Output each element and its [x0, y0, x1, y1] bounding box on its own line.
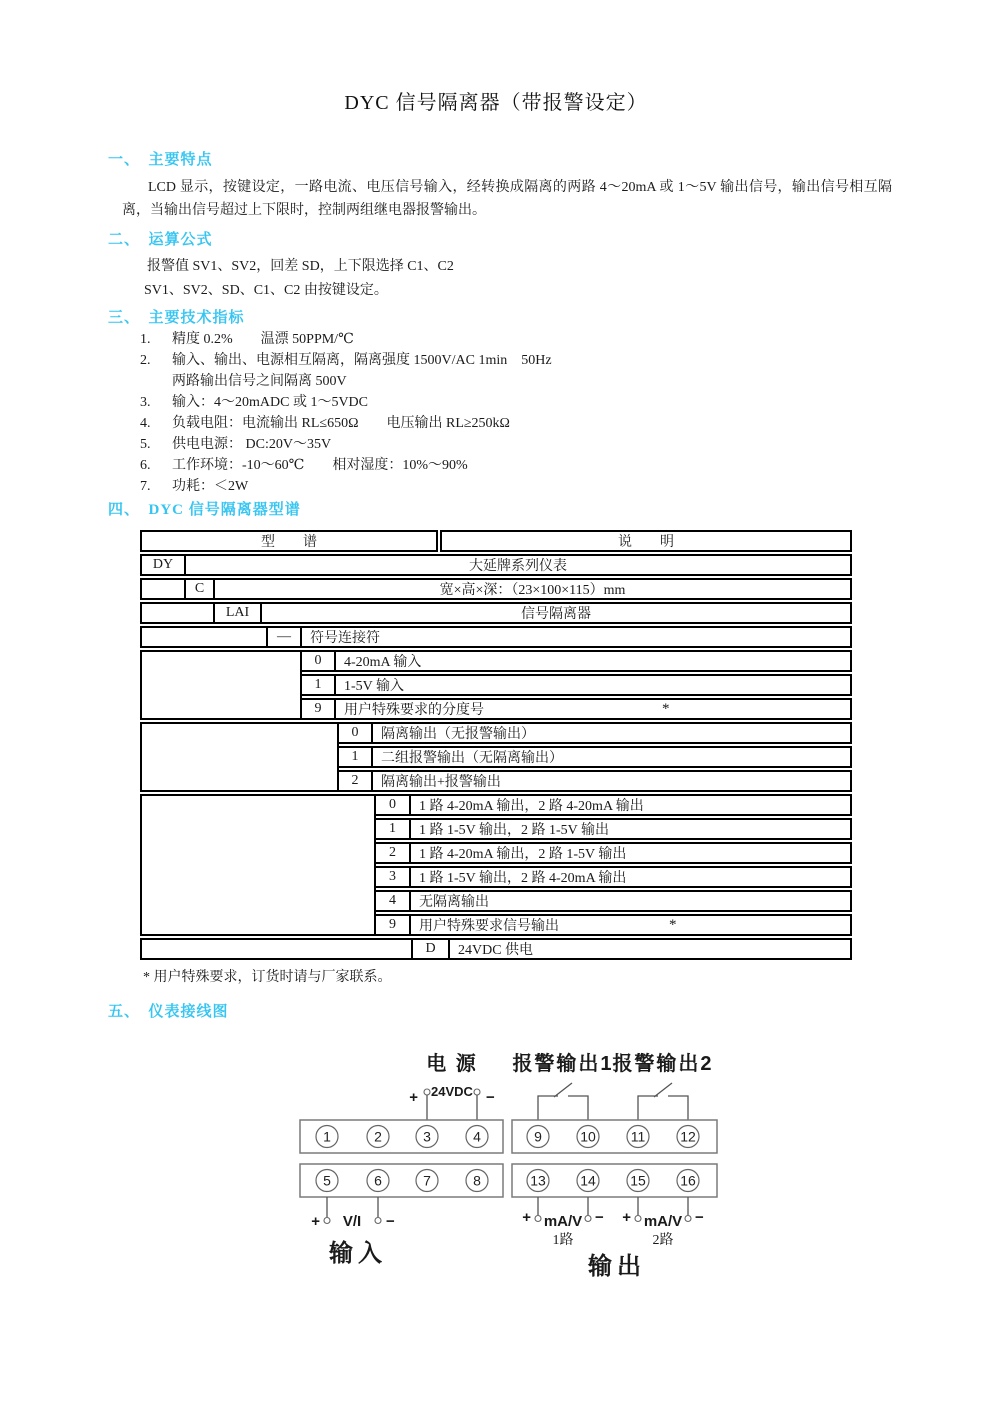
model-desc-cell: 无隔离输出 — [409, 890, 852, 912]
terminal-3 — [416, 1126, 438, 1148]
special-request-star: * — [662, 701, 670, 717]
alarm-output-1-label: 报警输出1 — [512, 1053, 614, 1075]
input-plus-dot — [324, 1218, 330, 1224]
model-code-cell: 4 — [374, 890, 411, 912]
input-label: 输入 — [329, 1240, 387, 1267]
svg-text:5: 5 — [323, 1172, 331, 1189]
spec-item: 两路输出信号之间隔离 500V — [172, 374, 347, 389]
terminal-16 — [677, 1170, 699, 1192]
terminal-4 — [466, 1126, 488, 1148]
svg-text:6: 6 — [374, 1172, 382, 1189]
model-desc-cell: 24VDC 供电 — [448, 938, 852, 960]
svg-text:3: 3 — [423, 1128, 431, 1145]
model-desc-cell: 用户特殊要求的分度号 * — [334, 698, 852, 720]
svg-text:13: 13 — [530, 1172, 546, 1189]
model-code-cell: 1 — [300, 674, 336, 696]
input-plus-sign: + — [311, 1213, 320, 1230]
model-desc-cell: 隔离输出（无报警输出） — [371, 722, 852, 744]
power-minus-sign: − — [486, 1089, 495, 1106]
alarm-output-2-label: 报警输出2 — [612, 1053, 714, 1075]
page-title: DYC 信号隔离器（带报警设定） — [344, 92, 648, 114]
model-desc-cell: 用户特殊要求信号输出 * — [409, 914, 852, 936]
model-code-cell: DY — [140, 554, 186, 576]
power-minus-terminal-dot — [474, 1089, 480, 1095]
model-code-cell: 9 — [300, 698, 336, 720]
terminal-5 — [316, 1170, 338, 1192]
spec-item: 6. 工作环境：-10～60℃ 相对湿度：10%～90% — [140, 458, 468, 473]
terminal-6 — [367, 1170, 389, 1192]
terminal-9 — [527, 1126, 549, 1148]
model-desc-cell: 1 路 4-20mA 输出，2 路 1-5V 输出 — [409, 842, 852, 864]
model-desc-cell: 1 路 1-5V 输出，2 路 4-20mA 输出 — [409, 866, 852, 888]
svg-text:12: 12 — [680, 1128, 696, 1145]
power-label: 电 源 — [426, 1053, 478, 1075]
power-plus-terminal-dot — [424, 1089, 430, 1095]
model-desc-cell: 隔离输出+报警输出 — [371, 770, 852, 792]
spec-item: 4. 负载电阻：电流输出 RL≤650Ω 电压输出 RL≥250kΩ — [140, 416, 510, 431]
model-code-cell: 9 — [374, 914, 411, 936]
spacer-cell — [140, 938, 413, 960]
section-heading-formula: 二、 运算公式 — [108, 232, 213, 248]
spec-list — [140, 329, 552, 497]
model-code-cell: — — [266, 626, 302, 648]
output-route-1-label: 1路 — [552, 1233, 574, 1248]
terminal-2 — [367, 1126, 389, 1148]
model-code-cell: 1 — [374, 818, 411, 840]
table-header-model: 型 谱 — [140, 530, 438, 552]
output-2-minus-sign: − — [695, 1209, 704, 1226]
model-code-cell: 2 — [374, 842, 411, 864]
svg-text:11: 11 — [630, 1128, 646, 1145]
spacer-cell — [140, 650, 302, 720]
svg-text:7: 7 — [423, 1172, 431, 1189]
terminal-12 — [677, 1126, 699, 1148]
model-desc-cell: 1 路 1-5V 输出，2 路 1-5V 输出 — [409, 818, 852, 840]
spacer-cell — [140, 602, 215, 624]
output-1-minus-dot — [585, 1216, 591, 1222]
section-heading-features: 一、 主要特点 — [108, 152, 213, 168]
svg-text:9: 9 — [534, 1128, 542, 1145]
section-heading-model-table: 四、 DYC 信号隔离器型谱 — [108, 502, 301, 518]
wiring-diagram — [290, 1046, 730, 1298]
terminal-15 — [627, 1170, 649, 1192]
output-2-minus-dot — [685, 1216, 691, 1222]
svg-text:15: 15 — [630, 1172, 646, 1189]
output-1-minus-sign: − — [595, 1209, 604, 1226]
model-code-cell: 0 — [300, 650, 336, 672]
model-spectrum-table — [140, 530, 852, 966]
svg-text:14: 14 — [580, 1172, 596, 1189]
svg-text:2: 2 — [374, 1128, 382, 1145]
output-label: 输出 — [588, 1253, 646, 1280]
model-desc-cell: 二组报警输出（无隔离输出） — [371, 746, 852, 768]
svg-text:4: 4 — [473, 1128, 481, 1145]
terminal-13 — [527, 1170, 549, 1192]
table-header-description: 说 明 — [440, 530, 852, 552]
spec-item: 1. 精度 0.2% 温漂 50PPM/℃ — [140, 332, 354, 347]
svg-text:10: 10 — [580, 1128, 596, 1145]
formula-line-2: SV1、SV2、SD、C1、C2 由按键设定。 — [144, 283, 388, 298]
model-desc-cell: 1 路 4-20mA 输出，2 路 4-20mA 输出 — [409, 794, 852, 816]
special-request-star: * — [669, 917, 677, 933]
svg-text:16: 16 — [680, 1172, 696, 1189]
model-code-cell: LAI — [213, 602, 262, 624]
terminal-10 — [577, 1126, 599, 1148]
output-route-2-label: 2路 — [652, 1233, 674, 1248]
spec-item: 5. 供电电源： DC:20V～35V — [140, 437, 332, 452]
section-heading-wiring: 五、 仪表接线图 — [108, 1004, 229, 1020]
model-desc-cell: 4-20mA 输入 — [334, 650, 852, 672]
model-desc-cell: 大延牌系列仪表 — [184, 554, 852, 576]
spacer-cell — [140, 578, 186, 600]
model-code-cell: 3 — [374, 866, 411, 888]
spec-item: 3. 输入：4～20mADC 或 1～5VDC — [140, 395, 369, 410]
output-2-plus-sign: + — [622, 1209, 631, 1226]
terminal-8 — [466, 1170, 488, 1192]
spacer-cell — [140, 626, 268, 648]
spacer-cell — [140, 794, 376, 936]
model-desc-cell: 1-5V 输入 — [334, 674, 852, 696]
spacer-cell — [140, 722, 339, 792]
terminal-1 — [316, 1126, 338, 1148]
model-code-cell: D — [411, 938, 450, 960]
power-voltage-label: 24VDC — [431, 1084, 473, 1099]
model-code-cell: 2 — [337, 770, 373, 792]
features-paragraph: LCD 显示，按键设定，一路电流、电压信号输入，经转换成隔离的两路 4～20mA 或 1～5V 输出信号，输出信号相互隔离，当输出信号超过上下限时，控制两组继电器报警输出。 — [122, 180, 892, 218]
alarm-2-contact-symbol — [638, 1083, 688, 1120]
model-code-cell: 0 — [337, 722, 373, 744]
model-code-cell: C — [184, 578, 215, 600]
power-plus-sign: + — [409, 1089, 418, 1106]
output-2-plus-dot — [635, 1216, 641, 1222]
table-footnote: * 用户特殊要求，订货时请与厂家联系。 — [143, 970, 392, 985]
section-heading-specs: 三、 主要技术指标 — [108, 310, 245, 326]
model-desc-cell: 信号隔离器 — [260, 602, 852, 624]
input-minus-dot — [375, 1218, 381, 1224]
terminal-7 — [416, 1170, 438, 1192]
output-1-plus-dot — [535, 1216, 541, 1222]
model-code-cell: 0 — [374, 794, 411, 816]
svg-text:8: 8 — [473, 1172, 481, 1189]
model-desc-cell: 符号连接符 — [300, 626, 852, 648]
terminal-11 — [627, 1126, 649, 1148]
output-1-signal-label: mA/V — [543, 1213, 583, 1230]
output-2-signal-label: mA/V — [643, 1213, 683, 1230]
alarm-1-contact-symbol — [538, 1083, 588, 1120]
terminal-14 — [577, 1170, 599, 1192]
formula-line-1: 报警值 SV1、SV2，回差 SD，上下限选择 C1、C2 — [147, 259, 454, 274]
input-minus-sign: − — [386, 1213, 395, 1230]
model-code-cell: 1 — [337, 746, 373, 768]
spec-item: 2. 输入、输出、电源相互隔离，隔离强度 1500V/AC 1min 50Hz — [140, 353, 552, 368]
model-desc-cell: 宽×高×深：（23×100×115）mm — [213, 578, 852, 600]
svg-text:1: 1 — [323, 1128, 331, 1145]
input-signal-label: V/I — [342, 1213, 362, 1230]
output-1-plus-sign: + — [522, 1209, 531, 1226]
spec-item: 7. 功耗：＜2W — [140, 479, 249, 494]
